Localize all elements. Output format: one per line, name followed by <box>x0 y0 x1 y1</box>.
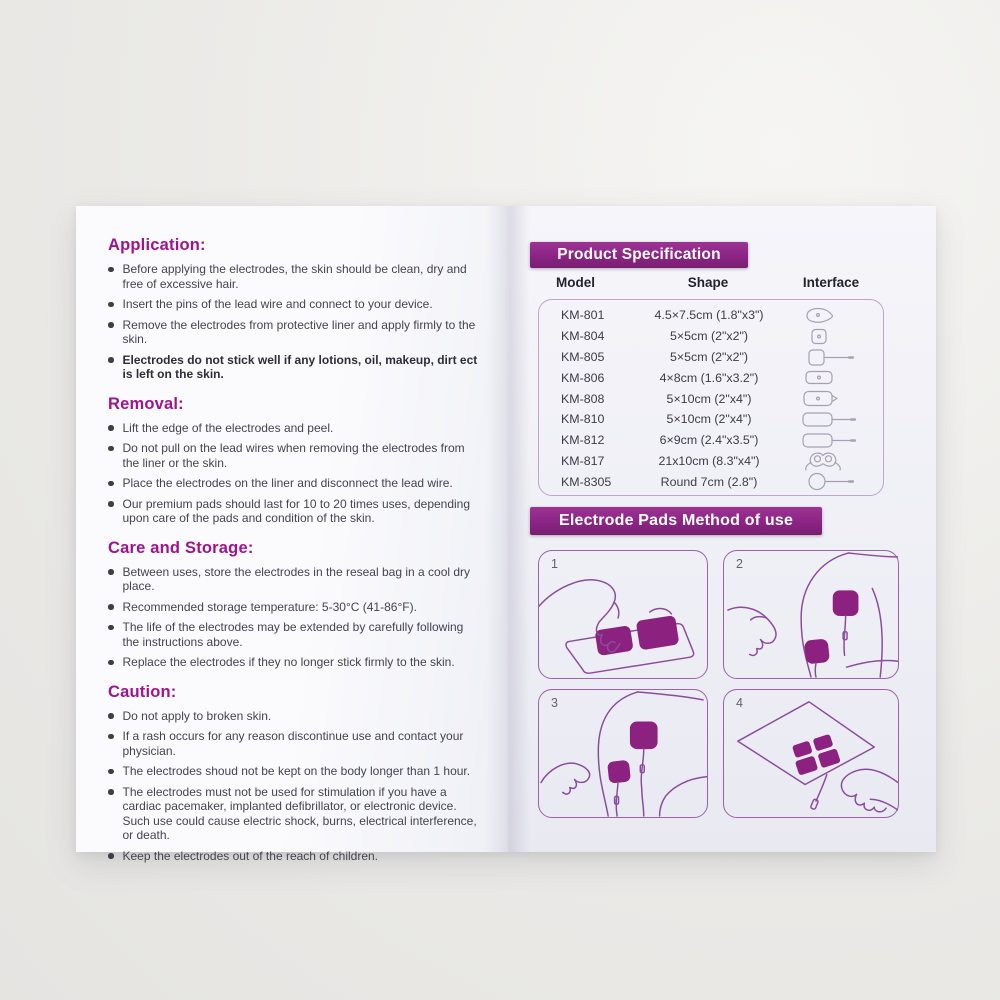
section-heading: Application: <box>108 236 206 254</box>
section-heading: Caution: <box>108 682 177 701</box>
list-item <box>108 262 482 291</box>
bullet-icon <box>108 789 114 795</box>
bullet-list <box>108 709 482 864</box>
shape-cell: 4×8cm (1.6"x3.2") <box>659 370 759 385</box>
table-row <box>539 451 883 472</box>
model-cell: KM-810 <box>561 412 605 427</box>
bullet-text: The electrodes shoud not be kept on the body longer than 1 hour. <box>122 764 471 778</box>
bullet-icon <box>108 302 114 308</box>
step-number: 2 <box>736 557 743 571</box>
table-row <box>539 409 883 430</box>
list-item <box>108 441 482 470</box>
table-row <box>539 430 883 451</box>
bullet-icon <box>108 604 114 610</box>
bullet-list <box>108 421 482 526</box>
circle-pin-icon <box>779 471 883 492</box>
bullet-icon <box>108 322 114 328</box>
shape-cell: 6×9cm (2.4"x3.5") <box>659 433 759 448</box>
list-item <box>108 655 482 670</box>
section-caution <box>108 683 482 864</box>
list-item <box>108 565 482 594</box>
bullet-icon <box>108 734 114 740</box>
bullet-text: Before applying the electrodes, the skin should be clean, dry and free of excessive hair. <box>122 262 467 291</box>
model-cell: KM-804 <box>561 329 605 344</box>
rect-snap-icon <box>779 367 883 388</box>
bullet-icon <box>108 425 114 431</box>
section-care-storage <box>108 539 482 670</box>
page-right <box>508 206 936 852</box>
bullet-text: Place the electrodes on the liner and disconnect the lead wire. <box>122 476 453 490</box>
table-row <box>539 305 883 326</box>
list-item <box>108 476 482 491</box>
bullet-icon <box>108 481 114 487</box>
model-cell: KM-812 <box>561 433 605 448</box>
bullet-icon <box>108 769 114 775</box>
section-heading: Care and Storage: <box>108 538 254 557</box>
bullet-text: The electrodes must not be used for stimulation if you have a cardiac pacemaker, implanted defibrillator, or electronic device. Such use could cause electric shock, burns, electrical interference, or death. <box>122 784 477 842</box>
bullet-icon <box>108 569 114 575</box>
square-pin-icon <box>779 347 883 368</box>
section-removal <box>108 395 482 526</box>
bullet-text: If a rash occurs for any reason discontinue use and contact your physician. <box>122 729 464 758</box>
hold-liner-sheet-illustration <box>724 690 898 817</box>
spec-table-header <box>538 275 884 290</box>
list-item <box>108 785 482 843</box>
section-application <box>108 236 482 382</box>
bullet-text: Remove the electrodes from protective liner and apply firmly to the skin. <box>122 317 476 346</box>
method-step-panel-1 <box>538 550 708 679</box>
instruction-leaflet <box>76 206 936 863</box>
list-item <box>108 297 482 312</box>
shape-cell: 4.5×7.5cm (1.8"x3") <box>654 308 764 323</box>
page-left <box>76 206 508 863</box>
bullet-list <box>108 565 482 670</box>
spec-table <box>538 299 884 496</box>
step-number: 4 <box>736 696 743 710</box>
table-row <box>539 388 883 409</box>
column-header-interface: Interface <box>802 275 860 290</box>
list-item <box>108 620 482 649</box>
bullet-icon <box>108 446 114 452</box>
column-header-model: Model <box>556 275 595 290</box>
bullet-icon <box>108 501 114 507</box>
bullet-text: Insert the pins of the lead wire and connect to your device. <box>122 297 433 311</box>
list-item <box>108 421 482 436</box>
peel-electrode-illustration <box>539 551 707 678</box>
apply-electrode-back-illustration <box>539 690 707 817</box>
square-snap-icon <box>779 326 883 347</box>
shape-cell: 5×10cm (2"x4") <box>666 391 752 406</box>
column-header-shape: Shape <box>687 275 729 290</box>
rect-snap-tab-icon <box>779 388 883 409</box>
shape-cell: 5×5cm (2"x2") <box>669 329 748 344</box>
method-step-panel-3 <box>538 689 708 818</box>
bullet-icon <box>108 357 114 363</box>
bullet-icon <box>108 267 114 273</box>
bullet-icon <box>108 713 114 719</box>
bullet-text: Our premium pads should last for 10 to 20 times uses, depending upon care of the pads and condition of the skin. <box>122 496 471 525</box>
list-item <box>108 709 482 724</box>
method-header-bar: Electrode Pads Method of use <box>530 507 822 535</box>
list-item <box>108 600 482 615</box>
method-step-panel-4 <box>723 689 899 818</box>
model-cell: KM-801 <box>561 308 605 323</box>
mask-wires-icon <box>779 450 883 471</box>
shape-cell: 21x10cm (8.3"x4") <box>658 453 760 468</box>
bullet-text: Lift the edge of the electrodes and peel. <box>122 420 334 435</box>
model-cell: KM-8305 <box>561 474 612 489</box>
bullet-text: The life of the electrodes may be extended by carefully following the instructions above. <box>122 620 464 649</box>
rect-pin-icon <box>779 409 883 430</box>
list-item <box>108 849 482 864</box>
table-row <box>539 471 883 492</box>
list-item <box>108 764 482 779</box>
spec-header-bar: Product Specification <box>530 242 748 268</box>
list-item <box>108 497 482 526</box>
method-steps-grid <box>538 550 899 818</box>
method-step-panel-2 <box>723 550 899 679</box>
pad-oval-snap-icon <box>779 305 883 326</box>
model-cell: KM-817 <box>561 453 605 468</box>
step-number: 3 <box>551 696 558 710</box>
list-item <box>108 318 482 347</box>
bullet-icon <box>108 660 114 666</box>
table-row <box>539 347 883 368</box>
apply-electrode-shoulder-illustration <box>724 551 898 678</box>
model-cell: KM-806 <box>561 370 605 385</box>
shape-cell: 5×5cm (2"x2") <box>669 349 748 364</box>
bullet-list <box>108 262 482 382</box>
list-item <box>108 353 482 382</box>
bullet-text: Do not apply to broken skin. <box>122 708 272 723</box>
bullet-text: Do not pull on the lead wires when removing the electrodes from the liner or the skin. <box>122 441 465 470</box>
bullet-icon <box>108 853 114 859</box>
model-cell: KM-805 <box>561 349 605 364</box>
rect-pin-icon <box>779 430 883 451</box>
step-number: 1 <box>551 557 558 571</box>
table-row <box>539 326 883 347</box>
bullet-text: Electrodes do not stick well if any lotions, oil, makeup, dirt ect is left on the skin. <box>122 352 478 381</box>
bullet-text: Recommended storage temperature: 5-30°C (41-86°F). <box>122 599 417 614</box>
bullet-text: Keep the electrodes out of the reach of children. <box>122 848 378 863</box>
section-heading: Removal: <box>108 394 184 413</box>
bullet-text: Replace the electrodes if they no longer stick firmly to the skin. <box>122 655 455 669</box>
model-cell: KM-808 <box>561 391 605 406</box>
table-row <box>539 367 883 388</box>
shape-cell: Round 7cm (2.8") <box>660 474 758 489</box>
list-item <box>108 729 482 758</box>
shape-cell: 5×10cm (2"x4") <box>666 412 752 427</box>
bullet-text: Between uses, store the electrodes in the reseal bag in a cool dry place. <box>122 564 471 593</box>
bullet-icon <box>108 625 114 631</box>
